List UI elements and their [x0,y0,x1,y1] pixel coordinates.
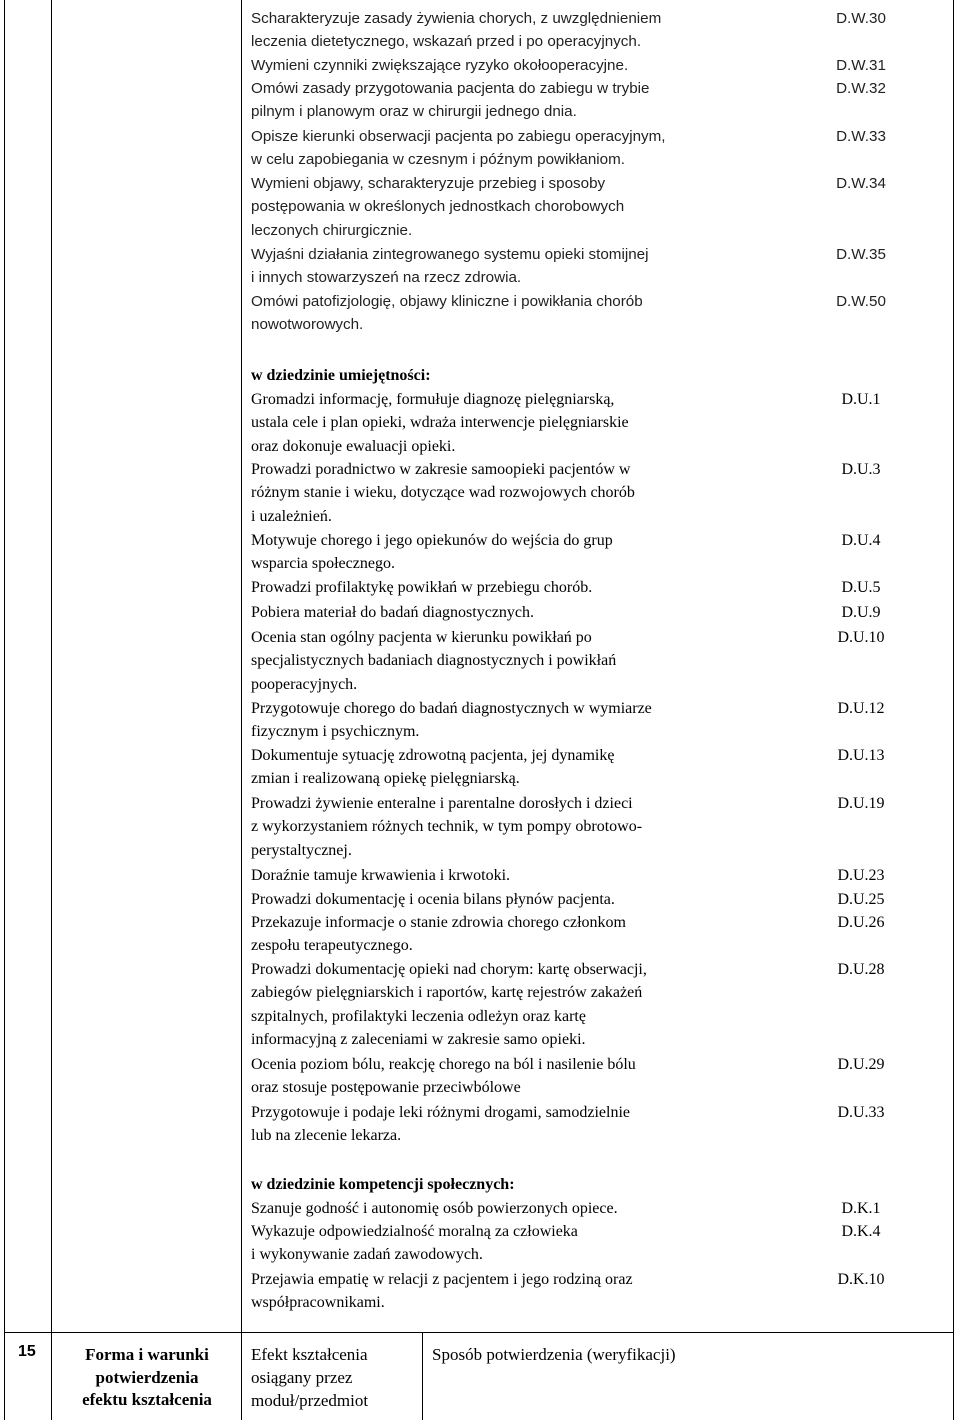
skills-description [251,1101,781,1148]
forma-label [62,1344,232,1412]
footer-inner-divider [422,1333,423,1420]
skills-outcome-code: D.U.1 [841,391,881,408]
knowledge-outcome-code: D.W.35 [836,246,886,263]
description-line: i uzależnień. [251,507,332,525]
skills-description [251,958,781,1052]
skills-description [251,864,781,887]
description-line: Doraźnie tamuje krwawienia i krwotoki. [251,867,511,884]
skills-outcome-code: D.U.5 [841,579,881,596]
skills-outcome-code: D.U.25 [837,891,885,908]
skills-outcome-code: D.U.26 [837,914,885,931]
description-line: Prowadzi dokumentację opieki nad chorym: kartę obserwacji, [251,961,647,978]
social-description [251,1268,781,1315]
description-line: Prowadzi żywienie enteralne i parentalne dorosłych i dzieci [251,795,633,812]
knowledge-outcome-code: D.W.31 [836,57,886,74]
skills-description [251,388,781,458]
description-line: leczenia dietetycznego, wskazań przed i po operacyjnych. [251,33,642,51]
social-section-heading: w dziedzinie kompetencji społecznych: [251,1176,515,1193]
description-line: zabiegów pielęgniarskich i raportów, kartę rejestrów zakażeń [251,984,643,1002]
efekt-line: Efekt kształcenia [251,1345,368,1364]
description-line: nowotworowych. [251,316,364,334]
description-line: Pobiera materiał do badań diagnostycznych. [251,604,535,621]
skills-description [251,626,781,696]
knowledge-outcome-code: D.W.34 [836,175,886,192]
description-line: Gromadzi informację, formułuje diagnozę pielęgniarską, [251,391,615,408]
skills-outcome-code: D.U.13 [837,747,885,764]
description-line: Omówi patofizjologię, objawy kliniczne i powikłania chorób [251,293,643,310]
skills-description [251,911,781,958]
description-line: Omówi zasady przygotowania pacjenta do zabiegu w trybie [251,80,650,97]
description-line: i wykonywanie zadań zawodowych. [251,1246,483,1264]
skills-description [251,1053,781,1100]
social-description [251,1197,781,1220]
knowledge-description [251,290,781,337]
description-line: postępowania w określonych jednostkach chorobowych [251,198,625,216]
description-line: pooperacyjnych. [251,675,358,693]
number-column-divider [51,0,52,1420]
table-border-right [953,0,954,1420]
knowledge-description [251,243,781,290]
description-line: Wykazuje odpowiedzialność moralną za człowieka [251,1223,578,1240]
skills-description [251,601,781,624]
description-line: Szanuje godność i autonomię osób powierzonych opiece. [251,1200,618,1217]
skills-description [251,697,781,744]
skills-outcome-code: D.U.4 [841,532,881,549]
skills-section-heading: w dziedzinie umiejętności: [251,367,431,384]
description-line: ustala cele i plan opieki, wdraża interwencje pielęgniarskie [251,414,629,432]
knowledge-outcome-code: D.W.32 [836,80,886,97]
description-line: fizycznym i psychicznym. [251,723,420,741]
social-description [251,1220,781,1267]
skills-outcome-code: D.U.10 [837,629,885,646]
description-line: Wyjaśni działania zintegrowanego systemu opieki stomijnej [251,246,649,263]
social-outcome-code: D.K.10 [837,1271,885,1288]
skills-outcome-code: D.U.28 [837,961,885,978]
efekt-line: osiągany przez [251,1368,353,1387]
description-line: specjalistycznych badaniach diagnostycznych i powikłań [251,652,617,670]
table-border-left [4,0,5,1420]
efekt-header [251,1343,368,1412]
skills-description [251,744,781,791]
description-line: Motywuje chorego i jego opiekunów do wejścia do grup [251,532,613,549]
description-line: Przejawia empatię w relacji z pacjentem i jego rodziną oraz [251,1271,633,1288]
knowledge-description [251,7,781,54]
description-line: Scharakteryzuje zasady żywienia chorych, z uwzględnieniem [251,10,662,27]
knowledge-description [251,172,781,242]
description-line: Ocenia poziom bólu, reakcję chorego na ból i nasilenie bólu [251,1056,636,1073]
skills-description [251,576,781,599]
description-line: informacyjną z zaleceniami w zakresie samo opieki. [251,1031,586,1049]
knowledge-outcome-code: D.W.50 [836,293,886,310]
efekt-line: moduł/przedmiot [251,1391,369,1410]
knowledge-outcome-code: D.W.30 [836,10,886,27]
row-number: 15 [18,1343,36,1360]
description-line: Dokumentuje sytuację zdrowotną pacjenta, jej dynamikę [251,747,615,764]
description-line: współpracownikami. [251,1294,385,1312]
knowledge-description [251,77,781,124]
skills-outcome-code: D.U.12 [837,700,885,717]
knowledge-description [251,54,781,77]
description-line: Wymieni objawy, scharakteryzuje przebieg i sposoby [251,175,606,192]
skills-outcome-code: D.U.23 [837,867,885,884]
label-column-divider [241,0,242,1420]
description-line: Przekazuje informacje o stanie zdrowia chorego członkom [251,914,626,931]
description-line: zmian i realizowaną opiekę pielęgniarską. [251,770,520,788]
description-line: perystaltycznej. [251,841,352,859]
description-line: Prowadzi poradnictwo w zakresie samoopieki pacjentów w [251,461,631,478]
description-line: różnym stanie i wieku, dotyczące wad rozwojowych chorób [251,484,635,502]
description-line: Ocenia stan ogólny pacjenta w kierunku powikłań po [251,629,592,646]
social-outcome-code: D.K.4 [841,1223,881,1240]
description-line: Opisze kierunki obserwacji pacjenta po zabiegu operacyjnym, [251,128,666,145]
forma-line: Forma i warunki [85,1345,209,1364]
sposob-header: Sposób potwierdzenia (weryfikacji) [432,1345,676,1364]
description-line: Prowadzi profilaktykę powikłań w przebiegu chorób. [251,579,593,596]
knowledge-outcome-code: D.W.33 [836,128,886,145]
skills-outcome-code: D.U.33 [837,1104,885,1121]
description-line: szpitalnych, profilaktyki leczenia odleżyn oraz kartę [251,1007,586,1025]
forma-line: potwierdzenia [95,1367,199,1387]
description-line: w celu zapobiegania w czesnym i późnym powikłaniom. [251,151,625,169]
description-line: oraz stosuje postępowanie przeciwbólowe [251,1079,521,1097]
skills-outcome-code: D.U.19 [837,795,885,812]
skills-outcome-code: D.U.3 [841,461,881,478]
description-line: i innych stowarzyszeń na rzecz zdrowia. [251,269,522,287]
description-line: oraz dokonuje ewaluacji opieki. [251,437,456,455]
description-line: Wymieni czynniki zwiększające ryzyko okołooperacyjne. [251,57,629,74]
description-line: pilnym i planowym oraz w chirurgii jednego dnia. [251,103,577,121]
description-line: z wykorzystaniem różnych technik, w tym pompy obrotowo- [251,818,643,836]
skills-description [251,458,781,528]
skills-description [251,529,781,576]
skills-description [251,792,781,862]
description-line: Prowadzi dokumentację i ocenia bilans płynów pacjenta. [251,891,615,908]
description-line: lub na zlecenie lekarza. [251,1127,402,1145]
skills-description [251,888,781,911]
knowledge-description [251,125,781,172]
description-line: Przygotowuje i podaje leki różnymi drogami, samodzielnie [251,1104,631,1121]
description-line: leczonych chirurgicznie. [251,221,413,239]
footer-row-top-border [4,1332,954,1333]
description-line: wsparcia społecznego. [251,555,395,573]
skills-outcome-code: D.U.9 [841,604,881,621]
social-outcome-code: D.K.1 [841,1200,881,1217]
description-line: Przygotowuje chorego do badań diagnostycznych w wymiarze [251,700,652,717]
description-line: zespołu terapeutycznego. [251,937,413,955]
forma-line: efektu kształcenia [82,1390,212,1409]
skills-outcome-code: D.U.29 [837,1056,885,1073]
